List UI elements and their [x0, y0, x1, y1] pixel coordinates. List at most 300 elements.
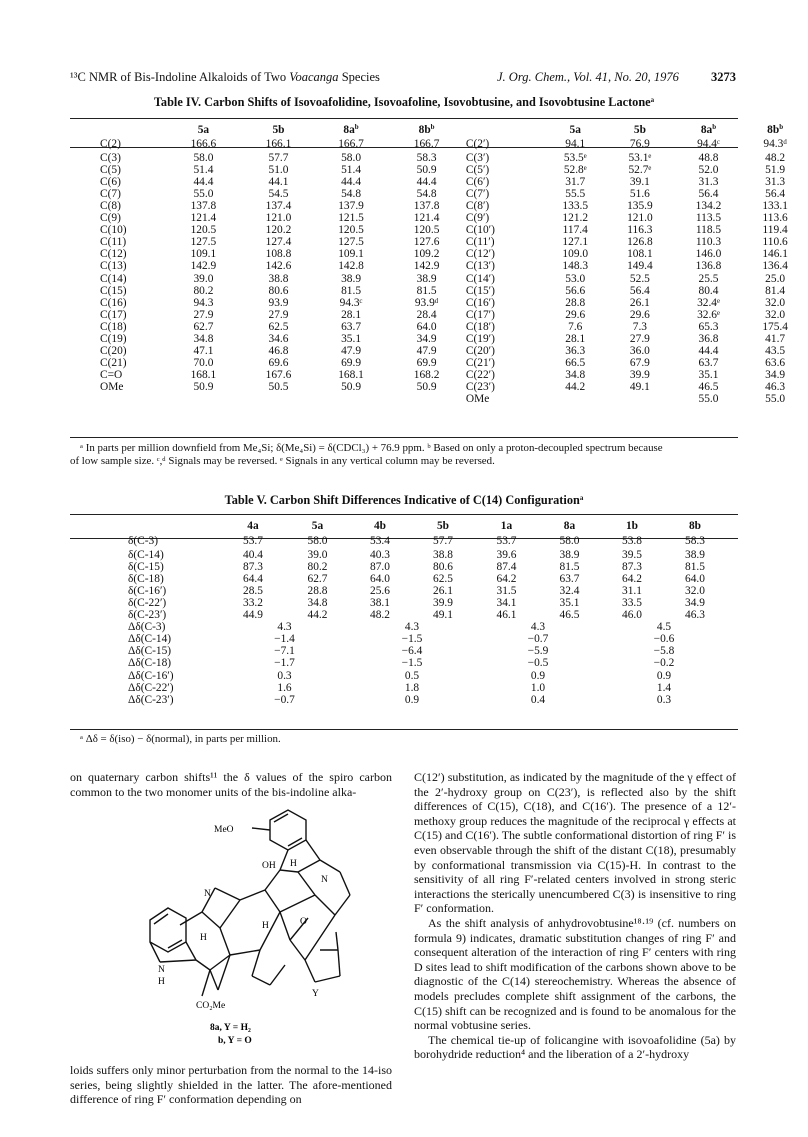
- table-iv-row-label: C(16): [100, 296, 127, 309]
- table-iv-row-label: C(6): [100, 176, 121, 189]
- table-v-diff-cell: −7.1: [274, 645, 295, 658]
- table-iv-cell: 93.9: [268, 296, 289, 309]
- table-iv-row: [100, 321, 808, 333]
- table-iv-row-label: C(3): [100, 152, 121, 165]
- label-n-mid: N: [204, 889, 211, 899]
- table-iv-cell: 136.4: [762, 260, 788, 273]
- table-iv-cell: 175.4: [762, 320, 788, 333]
- table-iv-cell: 121.4: [190, 212, 217, 225]
- table-iv-cell: 47.1: [193, 344, 214, 357]
- table-iv-col-header: $8b^b$: [767, 123, 784, 136]
- table-v-diff-cell: −1.4: [274, 633, 295, 646]
- table-iv-cell: 109.1: [338, 248, 364, 261]
- table-iv-cell: 55.0: [698, 392, 719, 405]
- left-column-top-text: on quaternary carbon shifts¹¹ the δ values of the spiro carbon common to the two monomer units of the bis-indoline alka-: [70, 770, 392, 799]
- table-v-row: [128, 585, 727, 597]
- label-h-low: H: [200, 933, 207, 943]
- table-iv-cell: 27.9: [268, 308, 289, 321]
- table-iv-col-header: 5b: [272, 124, 285, 136]
- table-iv-cell: 142.9: [413, 260, 440, 273]
- table-iv-cell: 44.4: [698, 344, 719, 357]
- page-number: 3273: [711, 70, 736, 84]
- table-v-diff-cell: 1.8: [404, 681, 420, 694]
- table-iv-cell: 46.5: [698, 380, 719, 393]
- table-iv-header-blank: [466, 124, 546, 136]
- table-v-row: [128, 597, 727, 609]
- table-iv-cell: 109.1: [190, 248, 217, 261]
- table-iv-cell: 56.4: [698, 188, 719, 201]
- right-column-text: [414, 770, 736, 1062]
- table-iv-cell: 52.7ᵉ: [628, 164, 652, 177]
- table-iv-row: [100, 393, 808, 405]
- table-iv-cell: 44.4: [341, 176, 362, 189]
- table-iv-cell: 55.0: [765, 392, 786, 405]
- table-iv-cell: 34.9: [416, 332, 437, 345]
- table-v-diff-row: [128, 621, 727, 633]
- table-iv-cell: 56.4: [629, 284, 650, 297]
- table-iv-cell: 113.5: [695, 212, 722, 225]
- table-iv-row-label: C(20): [100, 344, 127, 357]
- table-v-cell: 87.0: [370, 561, 390, 574]
- table-v-row-label: δ(C-3): [128, 534, 159, 547]
- table-v-diff-cell: 4.3: [277, 621, 292, 634]
- table-v-cell: 38.8: [433, 549, 453, 562]
- table-v-diff-cell: 0.9: [656, 669, 672, 682]
- table-v-cell: 26.1: [433, 585, 453, 598]
- table-v-cell: 39.0: [307, 549, 328, 562]
- table-v-cell: 58.3: [685, 534, 705, 547]
- table-iv-cell: 168.1: [190, 368, 217, 381]
- table-iv-cell: 36.8: [698, 332, 719, 345]
- table-iv-col-header: $8a^b$: [343, 123, 359, 136]
- table-iv-col-header: 5b: [633, 124, 646, 136]
- table-iv-cell: 127.5: [338, 236, 364, 249]
- table-v-cell: 39.9: [433, 597, 453, 610]
- table-v-diff-cell: −5.9: [527, 645, 549, 658]
- table-v-diff-cell: −0.7: [527, 633, 549, 646]
- table-iv-cell: 50.9: [193, 380, 214, 393]
- table-iv-cell: 94.3: [193, 296, 214, 309]
- table-v-diff-cell: 0.3: [656, 693, 672, 706]
- table-iv-row: [100, 285, 808, 297]
- table-iv-cell: 25.5: [698, 272, 719, 285]
- table-iv-cell: 121.4: [413, 212, 440, 225]
- table-iv-cell: 50.5: [268, 380, 289, 393]
- table-iv-cell: [605, 393, 675, 405]
- table-iv-cell: 50.9: [416, 380, 437, 393]
- table-iv-cell: 56.6: [565, 284, 586, 297]
- table-iv-row-label: C(11): [100, 236, 127, 249]
- table-iv-cell: 120.5: [413, 224, 440, 237]
- table-v-cell: 81.5: [685, 561, 705, 574]
- table-iv-row-label: C(22′): [465, 368, 495, 381]
- table-v-diff-cell: −5.8: [653, 645, 675, 658]
- table-iv-cell: 46.3: [765, 380, 786, 393]
- table-iv-cell: 51.4: [341, 164, 362, 177]
- table-iv-row-label: C(21): [100, 356, 127, 369]
- table-iv-cell: 127.6: [413, 236, 440, 249]
- table-iv-cell: 93.9ᵈ: [414, 296, 439, 309]
- table-v-row-label: δ(C-14): [128, 549, 164, 562]
- table-iv-cell: 41.7: [765, 332, 786, 345]
- table-v-cell: 49.1: [433, 609, 453, 622]
- table-v-diff-cell: 4.3: [530, 621, 546, 634]
- table-iv-cell: 27.9: [629, 332, 650, 345]
- table-iv-cell: 7.6: [568, 320, 583, 333]
- table-iv-cell: 52.0: [698, 164, 719, 177]
- table-iv-cell: 63.6: [765, 356, 786, 369]
- table-v-diff-cell: −0.2: [653, 657, 675, 670]
- table-v-cell: 39.5: [622, 549, 642, 562]
- table-iv-cell: 142.9: [190, 260, 217, 273]
- table-iv-cell: 31.3: [765, 176, 786, 189]
- table-iv-row: [100, 369, 808, 381]
- table-iv-caption: Table IV. Carbon Shifts of Isovoafolidine, Isovoafoline, Isovobtusine, and Isovobtusine Lactone$^a$: [153, 95, 655, 109]
- table-iv-cell: 34.6: [268, 332, 289, 345]
- table-iv-cell: 38.9: [341, 272, 362, 285]
- table-iv-row-label: C(12): [100, 248, 127, 261]
- table-iv-cell: 149.4: [627, 260, 653, 273]
- table-iv-row: [100, 345, 808, 357]
- table-iv-row-label: OMe: [100, 380, 124, 393]
- table-iv-cell: [315, 393, 388, 405]
- table-v-cell: 63.7: [559, 573, 580, 586]
- table-iv-cell: 134.2: [695, 200, 722, 213]
- table-iv-cell: 119.4: [762, 224, 788, 237]
- table-iv-row: [100, 176, 808, 188]
- table-v-col-header: 1b: [625, 520, 639, 532]
- table-iv-cell: 34.9: [765, 368, 786, 381]
- table-iv-top-rule: [70, 118, 738, 119]
- table-v-cell: 34.1: [496, 597, 517, 610]
- table-iv-cell: 32.0: [765, 296, 786, 309]
- table-iv-col-header: 5a: [197, 124, 210, 136]
- table-v-cell: 46.3: [685, 609, 705, 622]
- table-v-row: [128, 573, 727, 585]
- table-v-col-header: 1a: [500, 520, 513, 532]
- table-iv-cell: 48.2: [765, 152, 786, 165]
- structure-8-diagram: [140, 800, 370, 1050]
- table-v-col-header: 4b: [373, 520, 387, 532]
- left-column-bottom-text: loids suffers only minor perturbation from the normal to the 14-iso series, being slightly shielded in the latter. The afore-mentioned difference of ring F′ conformation depending on: [70, 1063, 392, 1107]
- table-iv-cell: 34.8: [193, 332, 214, 345]
- caption-8a: 8a, Y = H₂: [210, 1023, 251, 1033]
- table-iv-cell: 81.5: [341, 284, 362, 297]
- table-iv-cell: 31.7: [565, 176, 586, 189]
- table-iv-cell: 127.5: [190, 236, 217, 249]
- table-iv-row: [100, 164, 808, 176]
- table-v-cell: 57.7: [433, 534, 453, 547]
- table-iv-cell: 44.4: [193, 176, 214, 189]
- table-v-cell: 46.5: [559, 609, 580, 622]
- table-iv-cell: 80.4: [698, 284, 719, 297]
- table-iv-cell: 58.3: [416, 152, 437, 165]
- table-iv-row-label: C(10): [100, 224, 127, 237]
- table-iv-cell: 142.6: [265, 260, 292, 273]
- running-header-title: ¹³C NMR of Bis-Indoline Alkaloids of Two Voacanga Species: [70, 70, 380, 84]
- label-h-top: H: [290, 859, 297, 869]
- table-v-caption: Table V. Carbon Shift Differences Indicative of C(14) Configuration$^a$: [224, 493, 584, 507]
- table-v-row-label: Δδ(C-16′): [128, 669, 174, 682]
- table-v-cell: 40.4: [243, 549, 263, 562]
- table-v-diff-cell: 4.3: [404, 621, 420, 634]
- table-v-top-rule: [70, 514, 738, 515]
- table-iv-cell: 66.5: [565, 356, 586, 369]
- table-iv-cell: 166.6: [190, 138, 217, 151]
- table-iv-cell: 46.8: [268, 344, 289, 357]
- table-iv-cell: 109.0: [562, 248, 589, 261]
- table-v-cell: 44.2: [307, 609, 328, 622]
- table-iv-row: [100, 200, 808, 212]
- table-iv-header-blank: [100, 124, 165, 136]
- table-iv-cell: 55.0: [193, 188, 214, 201]
- table-iv-cell: 121.2: [562, 212, 589, 225]
- table-iv-cell: 7.3: [632, 320, 648, 333]
- table-v-row-label: δ(C-15): [128, 561, 164, 574]
- table-iv-cell: 52.8ᵉ: [563, 164, 587, 177]
- table-v-cell: 28.5: [243, 585, 263, 598]
- table-v-cell: 44.9: [243, 609, 263, 622]
- table-iv-row-label: C(8): [100, 200, 121, 213]
- table-iv-cell: 113.6: [762, 212, 788, 225]
- table-iv-row-label: C(11′): [465, 236, 495, 249]
- table-iv-cell: 65.3: [698, 320, 719, 333]
- col-sup: b: [712, 123, 717, 131]
- label-y: Y: [312, 989, 319, 999]
- table-iv-cell: 36.3: [565, 344, 586, 357]
- table-v-cell: 53.7: [243, 534, 263, 547]
- table-iv-row-label: C(5′): [465, 164, 490, 177]
- table-iv-cell: 62.5: [268, 320, 289, 333]
- table-iv-cell: 43.5: [765, 344, 786, 357]
- table-iv-cell: 80.2: [193, 284, 214, 297]
- table-iv-row-label: C(2′): [465, 138, 490, 151]
- table-iv-cell: 51.9: [765, 164, 786, 177]
- table-iv-cell: 108.8: [265, 248, 292, 261]
- table-iv-cell: 53.0: [565, 272, 586, 285]
- col-sup: b: [779, 123, 784, 131]
- table-v-row-label: δ(C-23′): [128, 609, 167, 622]
- table-v-cell: 53.7: [496, 534, 517, 547]
- table-v-cell: 48.2: [370, 609, 390, 622]
- table-iv-cell: 62.7: [193, 320, 214, 333]
- table-iv-cell: 53.5ᵉ: [563, 152, 587, 165]
- table-v-footnote: ᵃ Δδ = δ(iso) − δ(normal), in parts per million.: [80, 733, 281, 745]
- table-v-cell: 46.1: [496, 609, 517, 622]
- table-iv-cell: 136.8: [695, 260, 722, 273]
- table-v-cell: 34.8: [307, 597, 328, 610]
- table-iv-cell: 44.2: [565, 380, 586, 393]
- table-v-cell: 80.6: [433, 561, 453, 574]
- table-iv-cell: 36.0: [629, 344, 650, 357]
- running-header-journal: J. Org. Chem., Vol. 41, No. 20, 1976: [497, 70, 679, 84]
- table-v-diff-cell: −0.5: [527, 657, 549, 670]
- table-v-diff-row: [128, 645, 727, 657]
- table-iv-row-label: C(3′): [465, 152, 490, 165]
- table-v-row-label: Δδ(C-3): [128, 621, 166, 634]
- table-v-cell: 39.6: [496, 549, 517, 562]
- table-v-cell: 32.0: [685, 585, 705, 598]
- table-iv-header-row: [100, 124, 808, 136]
- table-iv-cell: 55.5: [565, 188, 586, 201]
- table-iv-cell: 80.6: [268, 284, 289, 297]
- col-sup: b: [430, 123, 435, 131]
- table-iv-row-label: C(13): [100, 260, 127, 273]
- table-v-col-header: 8b: [688, 520, 702, 532]
- table-iv-cell: 51.4: [193, 164, 214, 177]
- table-v-diff-row: [128, 694, 727, 706]
- col-sup: b: [354, 123, 359, 131]
- table-iv-cell: 39.1: [629, 176, 650, 189]
- table-iv-cell: 35.1: [698, 368, 719, 381]
- table-iv-row-label: C(8′): [465, 200, 490, 213]
- table-iv-cell: 146.1: [762, 248, 788, 261]
- table-iv-cell: 166.7: [413, 138, 440, 151]
- table-iv-cell: 48.8: [698, 152, 719, 165]
- table-iv-cell: 120.2: [265, 224, 292, 237]
- table-iv-row-label: C(15′): [465, 284, 495, 297]
- table-iv-cell: 32.6ᵉ: [697, 308, 720, 321]
- table-v-diff-cell: 0.9: [530, 669, 546, 682]
- table-iv-row: [100, 297, 808, 309]
- table-iv-footnote: ᵃ In parts per million downfield from Me₄Si; δ(Me₄Si) = δ(CDCl₃) + 76.9 ppm. ᵇ Based on only a proton-decoupled spectrum because of low sample size. ᶜ,ᵈ Signals may be reversed. ᵉ Signals in any vertical column may be reversed.: [70, 442, 663, 467]
- table-iv-col-header: $8a^b$: [700, 123, 717, 136]
- table-iv-row-label: C=O: [100, 368, 123, 381]
- table-v-cell: 38.9: [559, 549, 580, 562]
- table-v-col-header: 8a: [563, 520, 576, 532]
- table-v-diff-row: [128, 670, 727, 682]
- table-iv-cell: 63.7: [341, 320, 362, 333]
- table-v-diff-cell: 0.4: [530, 693, 546, 706]
- table-v-cell: 31.1: [622, 585, 642, 598]
- table-v-row: [128, 532, 727, 549]
- table-iv-cell: 35.1: [341, 332, 362, 345]
- table-iv-cell: 69.6: [268, 356, 289, 369]
- table-iv-cell: 25.0: [765, 272, 786, 285]
- table-v-cell: 33.5: [622, 597, 642, 610]
- table-v-cell: 64.2: [622, 573, 642, 586]
- table-v-diff-cell: −6.4: [401, 645, 423, 658]
- table-iv-row-label: C(6′): [465, 176, 490, 189]
- table-iv-cell: 120.5: [338, 224, 364, 237]
- table-iv-cell: 121.0: [265, 212, 292, 225]
- table-iv-cell: 64.0: [416, 320, 437, 333]
- table-iv-cell: 57.7: [268, 152, 289, 165]
- table-iv-cell: 38.8: [268, 272, 289, 285]
- table-iv-cell: 166.7: [338, 138, 364, 151]
- table-iv-cell: 137.9: [338, 200, 364, 213]
- table-v-cell: 35.1: [559, 597, 580, 610]
- table-v-diff-cell: −0.6: [653, 633, 675, 646]
- table-iv-row: [100, 224, 808, 236]
- table-v-diff-cell: 4.5: [656, 621, 672, 634]
- table-iv-cell: 118.5: [695, 224, 722, 237]
- table-v-row-label: Δδ(C-22′): [128, 681, 174, 694]
- table-v-diff-cell: 1.4: [656, 681, 672, 694]
- table-iv-cell: 110.3: [695, 236, 722, 249]
- table-iv-row-label: C(18′): [465, 320, 495, 333]
- table-iv-row-label: C(20′): [465, 344, 495, 357]
- table-iv-cell: 28.1: [341, 308, 362, 321]
- table-v-cell: 64.2: [496, 573, 517, 586]
- table-iv-col-header: 5a: [569, 124, 581, 136]
- table-v-row-label: Δδ(C-18): [128, 657, 172, 670]
- table-iv-cell: 70.0: [193, 356, 214, 369]
- table-v-row-label: Δδ(C-23′): [128, 693, 174, 706]
- table-iv-row-label: OMe: [465, 392, 490, 405]
- table-v-cell: 40.3: [370, 549, 390, 562]
- table-iv-cell: 69.9: [341, 356, 362, 369]
- table-iv-cell: 53.1ᵉ: [628, 152, 652, 165]
- table-iv-row-label: C(19′): [465, 332, 495, 345]
- table-iv-row: [100, 152, 808, 164]
- table-iv-row: [100, 260, 808, 272]
- table-v-cell: 38.1: [370, 597, 390, 610]
- table-iv-cell: 54.8: [341, 188, 362, 201]
- table-v-cell: 58.0: [559, 534, 580, 547]
- table-iv-cell: 137.8: [190, 200, 217, 213]
- table-iv-cell: 39.9: [629, 368, 650, 381]
- table-v-header-row: [128, 520, 727, 532]
- table-v-bottom-rule: [70, 729, 738, 730]
- table-iv-row: [100, 273, 808, 285]
- table-iv-cell: 121.0: [627, 212, 653, 225]
- table-iv-cell: 110.6: [762, 236, 788, 249]
- table-iv-cell: 51.0: [268, 164, 289, 177]
- table-iv-row: [100, 236, 808, 248]
- table-iv-cell: 47.9: [341, 344, 362, 357]
- table-v-diff-cell: −1.7: [274, 657, 295, 670]
- table-iv-cell: 81.5: [416, 284, 437, 297]
- table-iv-cell: 142.8: [338, 260, 364, 273]
- table-iv-cell: 67.9: [629, 356, 650, 369]
- table-iv-cell: 52.5: [629, 272, 650, 285]
- label-oh: OH: [262, 861, 276, 871]
- table-iv-row: [100, 136, 808, 152]
- table-v-cell: 64.0: [685, 573, 705, 586]
- table-iv-row-label: C(9): [100, 212, 121, 225]
- table-iv-row-label: C(7′): [465, 188, 490, 201]
- table-iv-row-label: C(17): [100, 308, 127, 321]
- table-iv-cell: 127.1: [562, 236, 589, 249]
- label-nh-n: N: [158, 965, 165, 975]
- table-iv-cell: 29.6: [565, 308, 586, 321]
- table-v-col-header: 5b: [436, 520, 450, 532]
- table-v-diff-row: [128, 633, 727, 645]
- table-iv-cell: 137.8: [413, 200, 440, 213]
- table-iv-cell: 47.9: [416, 344, 437, 357]
- table-iv-cell: 28.1: [565, 332, 586, 345]
- table-iv-cell: 133.1: [762, 200, 788, 213]
- label-n-right: N: [321, 875, 328, 885]
- table-iv-row: [100, 248, 808, 260]
- table-iv-cell: 76.9: [629, 138, 650, 151]
- table-iv-row: [100, 357, 808, 369]
- table-v-cell: 46.0: [622, 609, 642, 622]
- table-iv-cell: 29.6: [629, 308, 650, 321]
- table-iv-cell: 32.0: [765, 308, 786, 321]
- table-iv-cell: 28.8: [565, 296, 586, 309]
- table-iv-cell: 120.5: [190, 224, 217, 237]
- table-v-cell: 58.0: [307, 534, 328, 547]
- table-iv-row-label: C(9′): [465, 212, 490, 225]
- table-v-diff-cell: 1.0: [530, 681, 546, 694]
- table-iv-cell: 126.8: [627, 236, 653, 249]
- table-iv-cell: 137.4: [265, 200, 292, 213]
- table-iv-row-label: C(18): [100, 320, 127, 333]
- table-v-diff-row: [128, 657, 727, 669]
- right-paragraph-3: The chemical tie-up of folicangine with isovoafolidine (5a) by borohydride reduction⁴ and the liberation of a 2′-hydroxy: [414, 1032, 736, 1062]
